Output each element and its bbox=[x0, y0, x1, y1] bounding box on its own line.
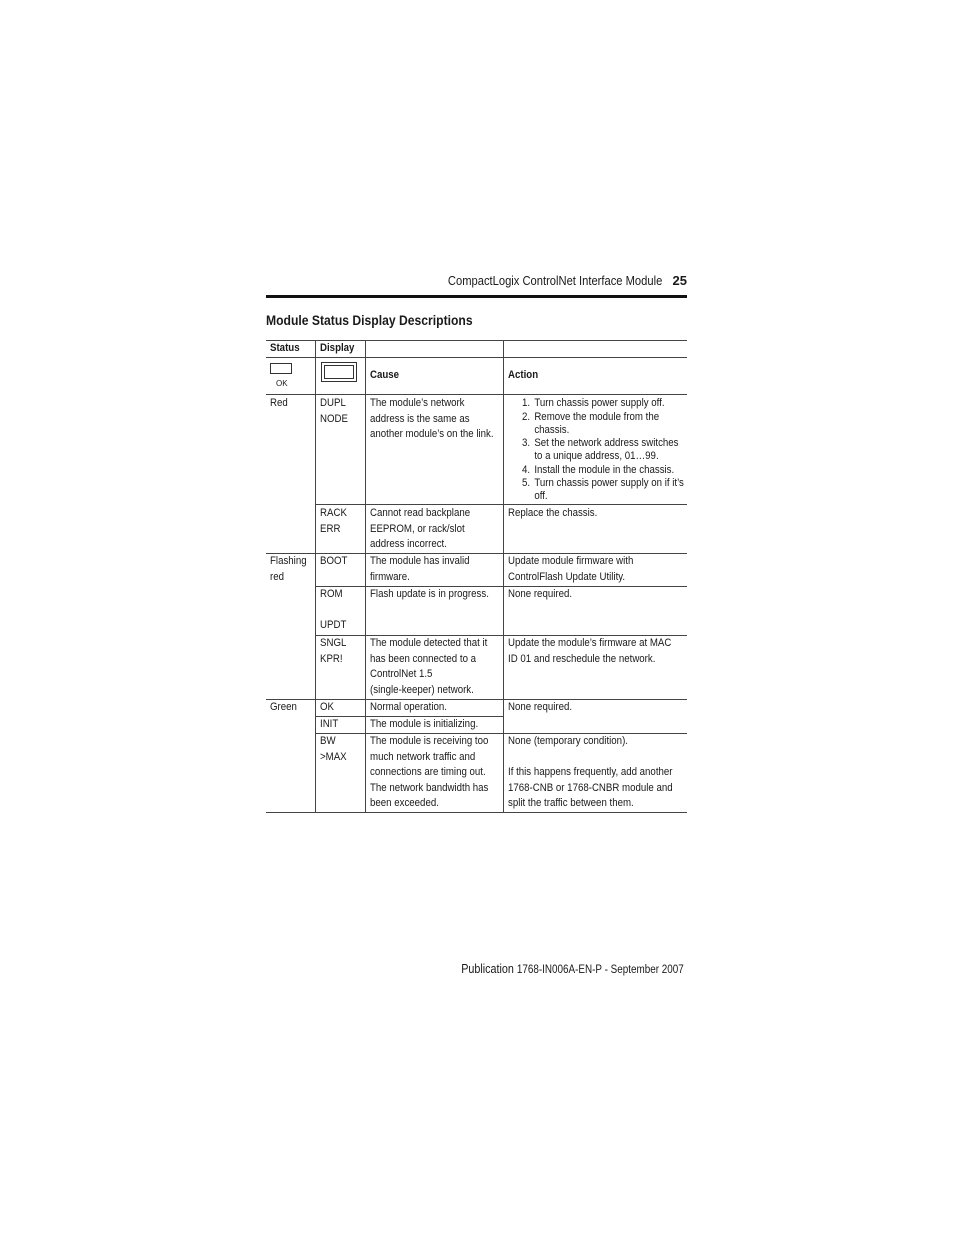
header-cause: Cause bbox=[365, 358, 503, 395]
header-action: Action bbox=[503, 358, 687, 395]
display-graphic-cell bbox=[315, 358, 365, 395]
header-display: Display bbox=[315, 341, 365, 358]
section-heading: Module Status Display Descriptions bbox=[266, 313, 473, 328]
table-row: BW >MAX The module is receiving too much network traffic and connections are timing out. The network bandwidth has been exceeded. None (temporary condition). If this happens frequently, add another 1768-CNB or 1768-CNBR module and split the traffic between them. bbox=[266, 734, 687, 813]
publication-footer bbox=[461, 962, 684, 976]
table-row: INIT The module is initializing. bbox=[266, 717, 687, 734]
table-row: RACK ERR Cannot read backplane EEPROM, or rack/slot address incorrect. Replace the chassis. bbox=[266, 505, 687, 554]
display-indicator bbox=[321, 362, 357, 382]
ok-led-label: OK bbox=[276, 379, 288, 388]
header-rule bbox=[266, 295, 687, 298]
publication-label: Publication bbox=[461, 962, 515, 976]
table-row: ROM UPDT Flash update is in progress. None required. bbox=[266, 587, 687, 636]
page-header bbox=[266, 270, 687, 298]
ok-led-cell bbox=[266, 358, 315, 395]
status-table bbox=[266, 340, 687, 813]
table-row: Flashing red BOOT The module has invalid firmware. Update module firmware with ControlFlash Update Utility. bbox=[266, 554, 687, 587]
status-red: Red bbox=[270, 397, 288, 409]
ok-led-indicator bbox=[270, 363, 292, 374]
header-status: Status bbox=[266, 341, 315, 358]
status-green: Green bbox=[266, 700, 315, 813]
page-number: 25 bbox=[672, 273, 687, 288]
table-row: Red DUPL NODE The module’s network address is the same as another module’s on the link. 1. Turn chassis power supply off. 2. Remove the module from the chassis. 3. Set the network address switches to a unique address, 01…99. 4. Install the module in the chassis. 5. Turn chassis power supply on if it’s off. bbox=[266, 395, 687, 505]
status-flashing-red: Flashing red bbox=[266, 554, 315, 700]
publication-code: 1768-IN006A-EN-P - September 2007 bbox=[517, 964, 684, 976]
table-row: Green OK Normal operation. None required. bbox=[266, 700, 687, 717]
running-title: CompactLogix ControlNet Interface Module bbox=[447, 273, 662, 288]
table-row: SNGL KPR! The module detected that it has been connected to a ControlNet 1.5 (single-keeper) network. Update the module’s firmware at MAC ID 01 and reschedule the network. bbox=[266, 636, 687, 700]
